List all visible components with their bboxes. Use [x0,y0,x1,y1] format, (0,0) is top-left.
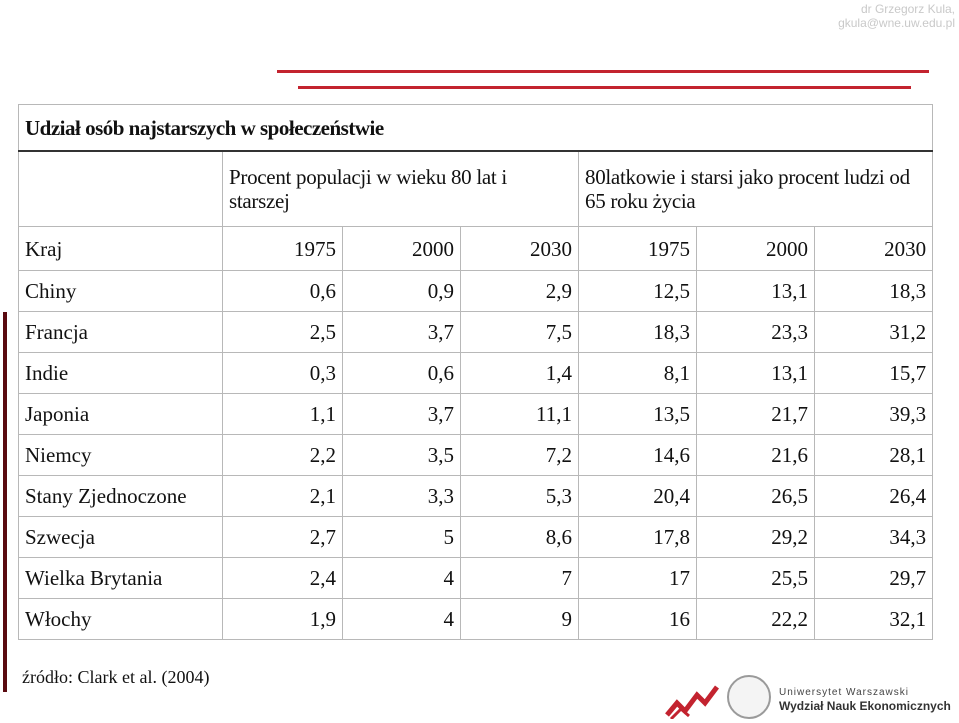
col-header: 2000 [697,227,815,271]
university-seal-icon [727,675,771,719]
faculty-logo-icon [665,679,721,719]
value-cell: 17,8 [579,517,697,558]
table-row [19,558,933,599]
author-email: gkula@wne.uw.edu.pl [838,16,955,30]
value-cell: 5 [343,517,461,558]
col-header: 2030 [461,227,579,271]
value-cell: 3,7 [343,394,461,435]
table-row [19,476,933,517]
value-cell: 29,7 [815,558,933,599]
value-cell: 18,3 [815,271,933,312]
author-credit [838,2,955,30]
author-name: dr Grzegorz Kula, [860,2,955,16]
value-cell: 8,1 [579,353,697,394]
value-cell: 5,3 [461,476,579,517]
country-cell: Indie [19,353,223,394]
value-cell: 21,6 [697,435,815,476]
table-body [19,271,933,640]
value-cell: 0,9 [343,271,461,312]
value-cell: 12,5 [579,271,697,312]
value-cell: 0,6 [343,353,461,394]
value-cell: 25,5 [697,558,815,599]
left-accent-bar [3,312,7,692]
value-cell: 26,4 [815,476,933,517]
value-cell: 9 [461,599,579,640]
value-cell: 3,7 [343,312,461,353]
value-cell: 21,7 [697,394,815,435]
value-cell: 18,3 [579,312,697,353]
col-header: 2030 [815,227,933,271]
header-rule-2 [298,86,911,89]
value-cell: 11,1 [461,394,579,435]
value-cell: 1,4 [461,353,579,394]
value-cell: 2,5 [223,312,343,353]
value-cell: 14,6 [579,435,697,476]
country-cell: Szwecja [19,517,223,558]
value-cell: 2,4 [223,558,343,599]
col-header: 2000 [343,227,461,271]
country-cell: Włochy [19,599,223,640]
group-header-row [19,151,933,227]
value-cell: 2,7 [223,517,343,558]
value-cell: 28,1 [815,435,933,476]
group-header-1: Procent populacji w wieku 80 lat i starszej [223,151,579,227]
column-header-row [19,227,933,271]
value-cell: 2,1 [223,476,343,517]
value-cell: 13,1 [697,271,815,312]
value-cell: 7,2 [461,435,579,476]
value-cell: 13,1 [697,353,815,394]
university-name: Uniwersytet Warszawski [779,687,909,698]
table-row [19,312,933,353]
country-cell: Niemcy [19,435,223,476]
header-rule-1 [277,70,929,73]
value-cell: 31,2 [815,312,933,353]
country-cell: Japonia [19,394,223,435]
value-cell: 29,2 [697,517,815,558]
value-cell: 1,1 [223,394,343,435]
value-cell: 13,5 [579,394,697,435]
faculty-name: Wydział Nauk Ekonomicznych [779,699,951,713]
value-cell: 7 [461,558,579,599]
value-cell: 1,9 [223,599,343,640]
table-row [19,394,933,435]
value-cell: 34,3 [815,517,933,558]
country-cell: Chiny [19,271,223,312]
value-cell: 26,5 [697,476,815,517]
value-cell: 39,3 [815,394,933,435]
country-cell: Francja [19,312,223,353]
value-cell: 23,3 [697,312,815,353]
value-cell: 4 [343,599,461,640]
value-cell: 22,2 [697,599,815,640]
table-row [19,435,933,476]
country-cell: Wielka Brytania [19,558,223,599]
value-cell: 8,6 [461,517,579,558]
value-cell: 0,3 [223,353,343,394]
col-header: 1975 [223,227,343,271]
elderly-share-table [18,104,933,640]
value-cell: 15,7 [815,353,933,394]
source-note: źródło: Clark et al. (2004) [22,667,210,687]
value-cell: 4 [343,558,461,599]
value-cell: 2,9 [461,271,579,312]
table-title-row [19,105,933,152]
value-cell: 16 [579,599,697,640]
table-row [19,271,933,312]
value-cell: 20,4 [579,476,697,517]
value-cell: 0,6 [223,271,343,312]
value-cell: 17 [579,558,697,599]
value-cell: 3,5 [343,435,461,476]
value-cell: 32,1 [815,599,933,640]
country-cell: Stany Zjednoczone [19,476,223,517]
table-title: Udział osób najstarszych w społeczeństwie [19,105,933,152]
value-cell: 7,5 [461,312,579,353]
university-logo [665,675,959,723]
value-cell: 2,2 [223,435,343,476]
group-header-empty [19,151,223,227]
value-cell: 3,3 [343,476,461,517]
table-row [19,353,933,394]
col-header: 1975 [579,227,697,271]
col-header-country: Kraj [19,227,223,271]
table-row [19,599,933,640]
table-row [19,517,933,558]
group-header-2: 80latkowie i starsi jako procent ludzi od 65 roku życia [579,151,933,227]
